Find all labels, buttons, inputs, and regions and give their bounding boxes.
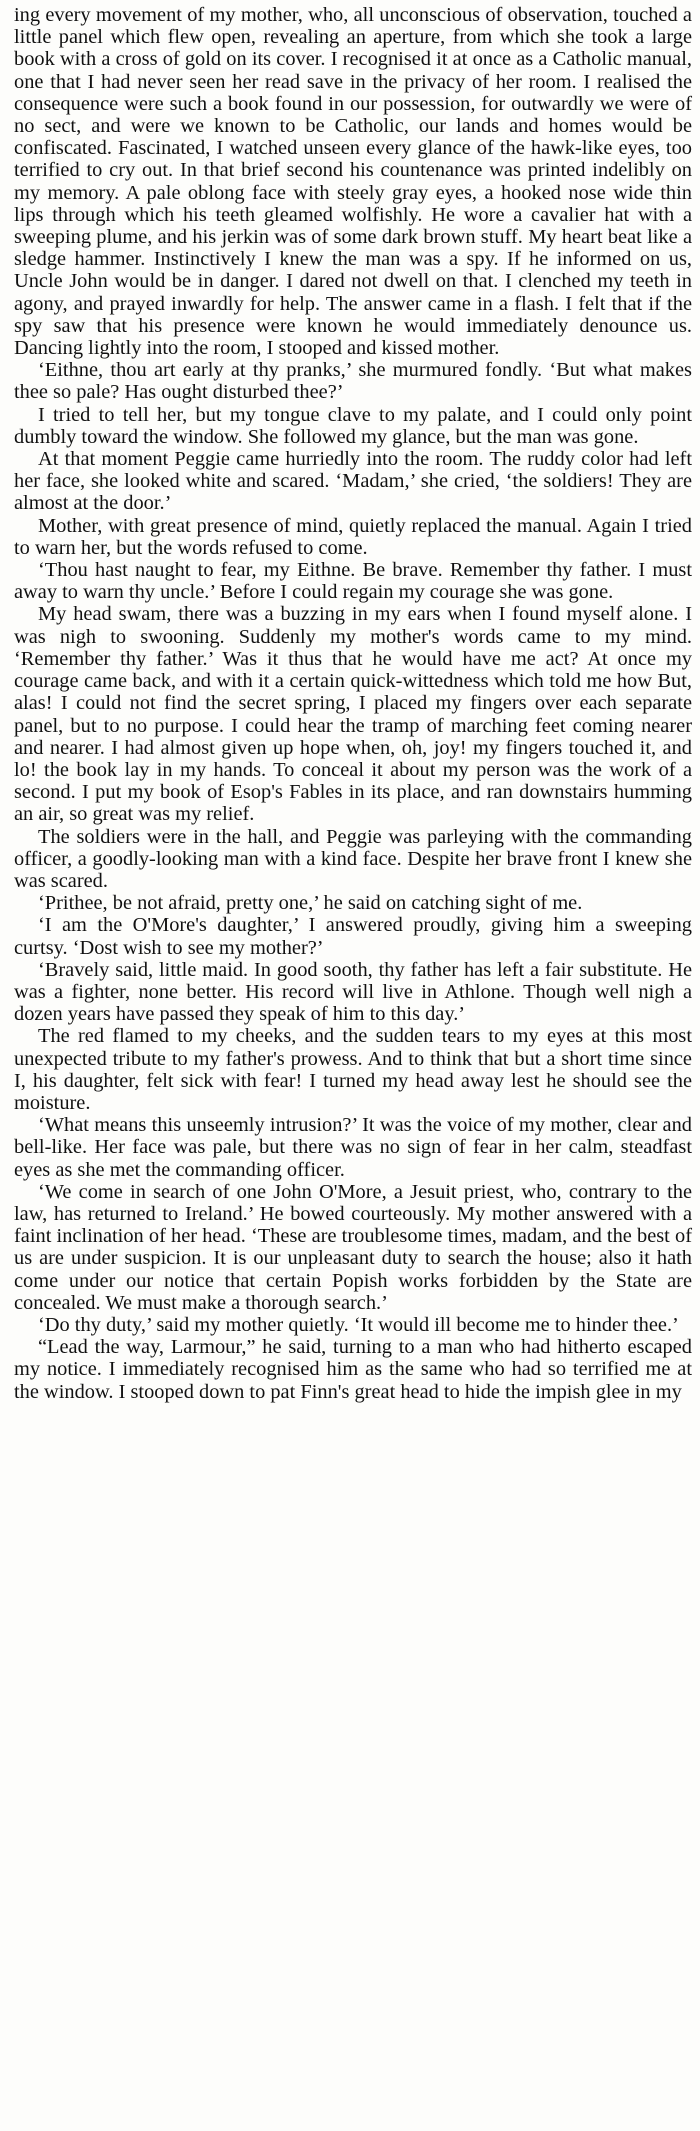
- paragraph: ‘I am the O'More's daughter,’ I answered proudly, giving him a sweeping curtsy. ‘Dost wish to see my mother?’: [14, 914, 692, 959]
- paragraph: ‘What means this unseemly intrusion?’ It was the voice of my mother, clear and bell-like. Her face was pale, but there was no sign of fear in her calm, steadfast eyes as she met the commanding officer.: [14, 1114, 692, 1181]
- paragraph: ‘Eithne, thou art early at thy pranks,’ she murmured fondly. ‘But what makes thee so pale? Has ought disturbed thee?’: [14, 359, 692, 404]
- paragraph: Mother, with great presence of mind, quietly replaced the manual. Again I tried to warn her, but the words refused to come.: [14, 514, 692, 559]
- paragraph: At that moment Peggie came hurriedly into the room. The ruddy color had left her face, she looked white and scared. ‘Madam,’ she cried, ‘the soldiers! They are almost at the door.’: [14, 448, 692, 515]
- paragraph: ‘Bravely said, little maid. In good sooth, thy father has left a fair substitute. He was a fighter, none better. His record will live in Athlone. Though well nigh a dozen years have passed they speak of him to this day.’: [14, 958, 692, 1026]
- paragraph: ‘Prithee, be not afraid, pretty one,’ he said on catching sight of me.: [38, 892, 583, 915]
- paragraph: The red flamed to my cheeks, and the sudden tears to my eyes at this most unexpected tribute to my father's prowess. And to think that but a short time since I, his daughter, felt sick with fear! I turned my head away lest he should see the moisture.: [14, 1025, 692, 1114]
- paragraph: ‘Thou hast naught to fear, my Eithne. Be brave. Remember thy father. I must away to warn thy uncle.’ Before I could regain my courage she was gone.: [14, 559, 692, 604]
- paragraph: My head swam, there was a buzzing in my ears when I found myself alone. I was nigh to swooning. Suddenly my mother's words came to my mind. ‘Remember thy father.’ Was it thus that he would have me act? At once my courage came back, and with it a certain quick-wittedness which told me how But, alas! I could not find the secret spring, I placed my fingers over each separate panel, but to no purpose. I could hear the tramp of marching feet coming nearer and nearer. I had almost given up hope when, oh, joy! my fingers touched it, and lo! the book lay in my hands. To conceal it about my person was the work of a second. I put my book of Esop's Fables in its place, and ran downstairs humming an air, so great was my relief.: [14, 603, 692, 826]
- paragraph: I tried to tell her, but my tongue clave to my palate, and I could only point dumbly toward the window. She followed my glance, but the man was gone.: [14, 403, 692, 448]
- paragraph: ‘Do thy duty,’ said my mother quietly. ‘It would ill become me to hinder thee.’: [38, 1313, 679, 1336]
- paragraph: The soldiers were in the hall, and Peggie was parleying with the commanding officer, a goodly-looking man with a kind face. Despite her brave front I knew she was scared.: [14, 825, 692, 892]
- paragraph: ‘We come in search of one John O'More, a Jesuit priest, who, contrary to the law, has returned to Ireland.’ He bowed courteously. My mother answered with a faint inclination of her head. ‘These are troublesome times, madam, and the best of us are under suspicion. It is our unpleasant duty to search the house; also it hath come under our notice that certain Popish works forbidden by the State are concealed. We must make a thorough search.’: [14, 1180, 692, 1314]
- paragraph: ing every movement of my mother, who, all unconscious of observation, touched a little panel which flew open, revealing an aperture, from which she took a large book with a cross of gold on its cover. I recognised it at once as a Catholic manual, one that I had never seen her read save in the privacy of her room. I realised the consequence were such a book found in our possession, for outwardly we were of no sect, and were we known to be Catholic, our lands and homes would be confiscated. Fascinated, I watched unseen every glance of the hawk-like eyes, too terrified to cry out. In that brief second his countenance was printed indelibly on my memory. A pale oblong face with steely gray eyes, a hooked nose wide thin lips through which his teeth gleamed wolfishly. He wore a cavalier hat with a sweeping plume, and his jerkin was of some dark brown stuff. My heart beat like a sledge hammer. Instinctively I knew the man was a spy. If he informed on us, Uncle John would be in danger. I dared not dwell on that. I clenched my teeth in agony, and prayed inwardly for help. The answer came in a flash. I felt that if the spy saw that his presence were known he would immediately denounce us. Dancing lightly into the room, I stooped and kissed mother.: [14, 4, 692, 360]
- paragraph: “Lead the way, Larmour,” he said, turning to a man who had hitherto escaped my notice. I immediately recognised him as the same who had so terrified me at the window. I stooped down to pat Finn's great head to hide the impish glee in my: [14, 1336, 692, 1403]
